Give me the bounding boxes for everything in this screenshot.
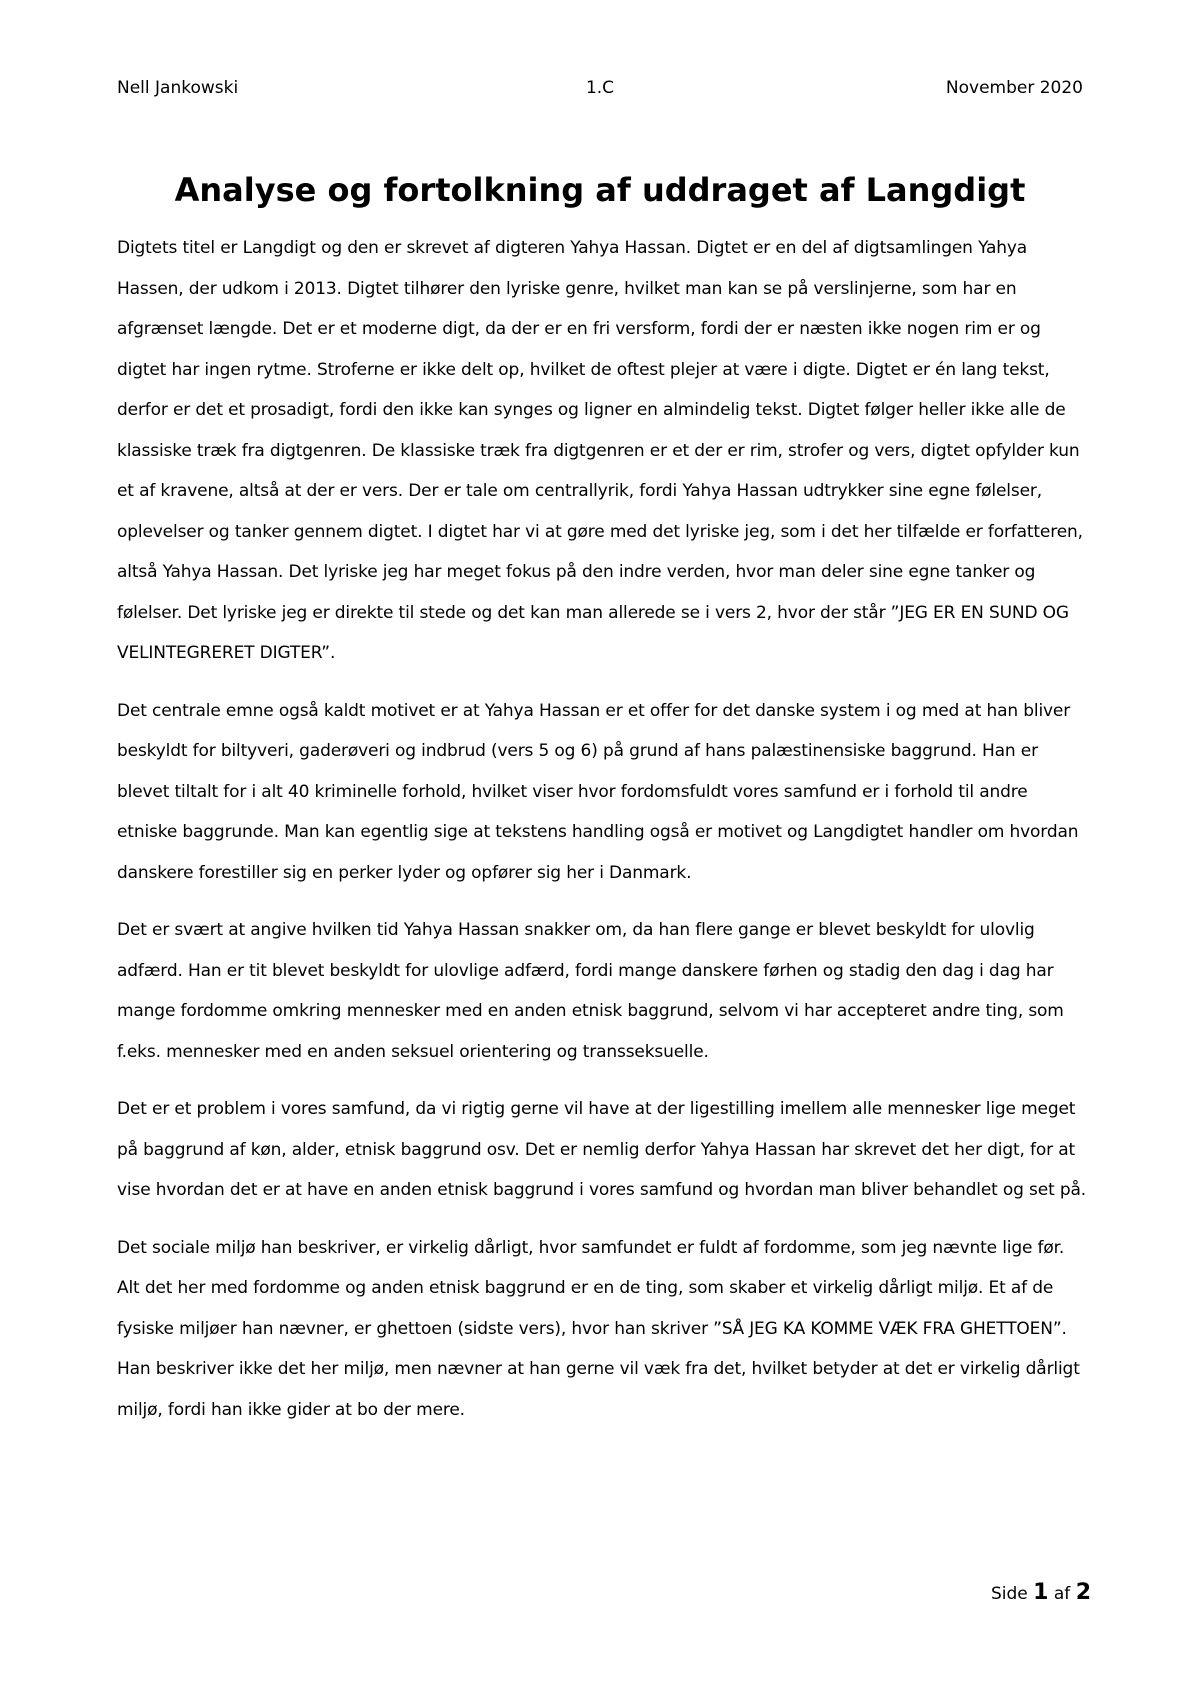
paragraph-2: Det centrale emne også kaldt motivet er at Yahya Hassan er et offer for det danske system i og med at han bliver beskyldt for biltyveri, gaderøveri og indbrud (vers 5 og 6) på grund af hans palæstinensiske baggrund. Han er blevet tiltalt for i alt 40 kriminelle forhold, hvilket viser hvor fordomsfuldt vores samfund er i forhold til andre etniske baggrunde. Man kan egentlig sige at tekstens handling også er motivet og Langdigtet handler om hvordan danskere forestiller sig en perker lyder og opfører sig her i Danmark. [117,700,1079,883]
paragraph-3: Det er svært at angive hvilken tid Yahya Hassan snakker om, da han flere gange er blevet beskyldt for ulovlig adfærd. Han er tit blevet beskyldt for ulovlige adfærd, fordi mange danskere førhen og stadig den dag i dag har mange fordomme omkring mennesker med en anden etnisk baggrund, selvom vi har accepteret andre ting, som f.eks. mennesker med en anden seksuel orientering og transseksuelle. [117,920,1064,1062]
footer-current-page: 1 [1033,1580,1049,1605]
header-author: Nell Jankowski [117,78,239,98]
document-body [117,228,1090,1447]
paragraph-4: Det er et problem i vores samfund, da vi rigtig gerne vil have at der ligestilling imellem alle mennesker lige meget på baggrund af køn, alder, etnisk baggrund osv. Det er nemlig derfor Yahya Hassan har skrevet det her digt, for at vise hvordan det er at have en anden etnisk baggrund i vores samfund og hvordan man bliver behandlet og set på. [117,1099,1087,1200]
footer-side-label: Side [990,1584,1028,1604]
paragraph-1: Digtets titel er Langdigt og den er skrevet af digteren Yahya Hassan. Digtet er en del af digtsamlingen Yahya Hassen, der udkom i 2013. Digtet tilhører den lyriske genre, hvilket man kan se på verslinjerne, som har en afgrænset længde. Det er et moderne digt, da der er en fri versform, fordi der er næsten ikke nogen rim er og digtet har ingen rytme. Stroferne er ikke delt op, hvilket de oftest plejer at være i digte. Digtet er én lang tekst, derfor er det et prosadigt, fordi den ikke kan synges og ligner en almindelig tekst. Digtet følger heller ikke alle de klassiske træk fra digtgenren. De klassiske træk fra digtgenren er et der er rim, strofer og vers, digtet opfylder kun et af kravene, altså at der er vers. Der er tale om centrallyrik, fordi Yahya Hassan udtrykker sine egne følelser, oplevelser og tanker gennem digtet. I digtet har vi at gøre med det lyriske jeg, som i det her tilfælde er forfatteren, altså Yahya Hassan. Det lyriske jeg har meget fokus på den indre verden, hvor man deler sine egne tanker og følelser. Det lyriske jeg er direkte til stede og det kan man allerede se i vers 2, hvor der står ”JEG ER EN SUND OG VELINTEGRERET DIGTER”. [117,238,1083,663]
paragraph-5: Det sociale miljø han beskriver, er virkelig dårligt, hvor samfundet er fuldt af fordomme, som jeg nævnte lige før. Alt det her med fordomme og anden etnisk baggrund er en de ting, som skaber et virkelig dårligt miljø. Et af de fysiske miljøer han nævner, er ghettoen (sidste vers), hvor han skriver ”SÅ JEG KA KOMME VÆK FRA GHETTOEN”. Han beskriver ikke det her miljø, men nævner at han gerne vil væk fra det, hvilket betyder at det er virkelig dårligt miljø, fordi han ikke gider at bo der mere. [117,1237,1080,1420]
page-footer [991,1578,1091,1609]
page-header [117,74,1083,102]
footer-total-pages: 2 [1075,1580,1091,1605]
document-title: Analyse og fortolkning af uddraget af Langdigt [174,171,1026,209]
header-class: 1.C [585,78,615,98]
footer-of-label: af [1053,1584,1071,1604]
header-date: November 2020 [945,78,1083,98]
